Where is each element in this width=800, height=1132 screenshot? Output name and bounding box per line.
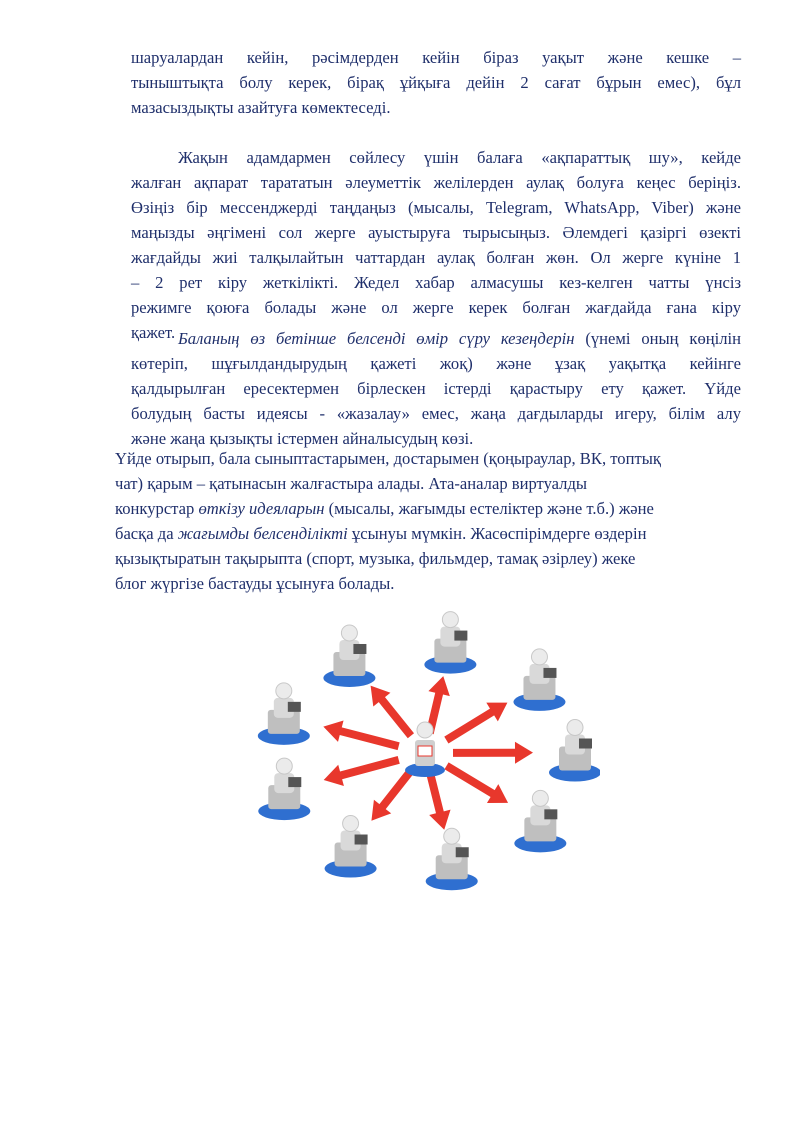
red-arrow-icon — [371, 686, 414, 739]
text-line: Өзіңіз бір мессенджерді таңдаңыз (мысалы, Telegram, WhatsApp, Viber) және — [131, 198, 741, 217]
network-of-people-at-laptops-illustration — [230, 598, 600, 898]
text-line: қажет. — [131, 323, 176, 342]
text-line: блог жүргізе бастауды ұсынуға болады. — [115, 574, 395, 593]
red-arrow-icon — [444, 762, 508, 803]
italic-phrase: өткізу идеяларын — [198, 499, 325, 518]
laptop-icon — [579, 739, 592, 749]
text-line: тыныштықта болу керек, бірақ ұйқыға дейін 2 сағат бұрын емес), бұл — [131, 73, 741, 92]
person-head — [442, 612, 458, 628]
laptop-icon — [454, 631, 467, 641]
text-line: маңызды әңгімені сол жерге ауыстыруға тырысыңыз. Әлемдегі қазіргі өзекті — [131, 223, 741, 242]
text-line: шаруалардан кейін, рәсімдерден кейін біраз уақыт және кешке – — [131, 48, 741, 67]
center-person-head — [417, 722, 433, 738]
paragraph-4 — [115, 446, 745, 596]
red-arrow-icon — [444, 703, 507, 744]
red-arrow-icon — [371, 768, 414, 821]
red-arrow-icon — [426, 772, 450, 830]
person-head — [444, 828, 460, 844]
text-line: көтеріп, шұғылдандырудың қажеті жоқ) және ұзақ уақытқа кейінге — [131, 354, 741, 373]
person-head — [276, 758, 292, 774]
text-line: басқа да жағымды белсенділікті ұсынуы мүмкін. Жасөспірімдерге өздерін — [115, 524, 647, 543]
red-arrow-icon — [453, 742, 533, 764]
text-line: жағдайды жиі талқылайтын чаттардан аулақ болған жөн. Ол жерге күніне 1 — [131, 248, 741, 267]
text-line: мазасыздықты азайтуға көмектеседі. — [131, 98, 391, 117]
laptop-icon — [355, 835, 368, 845]
text-line: Үйде отырып, бала сыныптастарымен, достарымен (қоңыраулар, ВК, топтық — [115, 449, 661, 468]
person-head — [343, 816, 359, 832]
text-line: конкурстар өткізу идеяларын (мысалы, жағымды естеліктер және т.б.) және — [115, 499, 654, 518]
laptop-icon — [543, 668, 556, 678]
text-line: – 2 рет кіру жеткілікті. Жедел хабар алмасушы кез-келген чатты үнсіз — [131, 273, 741, 292]
person-head — [276, 683, 292, 699]
laptop-icon — [288, 702, 301, 712]
paragraph-3 — [131, 326, 741, 451]
text-line: Баланың өз бетінше белсенді өмір сүру кезеңдерін (үнемі оның көңілін — [178, 329, 741, 348]
paragraph-2 — [131, 145, 741, 345]
network-illustration — [230, 598, 600, 898]
text-line: режимге қоюға болады және ол жерге керек болған жағдайда ғана кіру — [131, 298, 741, 317]
question-sign-icon — [418, 746, 432, 756]
text-line: қызықтыратын тақырыпта (спорт, музыка, фильмдер, тамақ әзірлеу) жеке — [115, 549, 636, 568]
laptop-icon — [456, 847, 469, 857]
italic-phrase: Баланың өз бетінше белсенді өмір сүру кезеңдерін — [178, 329, 575, 348]
red-arrow-icon — [324, 756, 400, 786]
laptop-icon — [288, 777, 301, 787]
text-line: чат) қарым – қатынасын жалғастыра алады. Ата-аналар виртуалды — [115, 474, 588, 493]
paragraph-1 — [131, 45, 741, 120]
italic-phrase: жағымды белсенділікті — [177, 524, 348, 543]
text-line: болудың басты идеясы - «жазалау» емес, жаңа дағдыларды игеру, білім алу — [131, 404, 741, 423]
person-head — [567, 720, 583, 736]
person-head — [532, 790, 548, 806]
text-line: және жаңа қызықты істермен айналысудың көзі. — [131, 429, 474, 448]
person-head — [341, 625, 357, 641]
red-arrow-icon — [323, 721, 399, 751]
text-line: қалдырылған ересектермен бірлескен істерді қарастыру ету қажет. Үйде — [131, 379, 741, 398]
laptop-icon — [544, 809, 557, 819]
person-head — [531, 649, 547, 665]
laptop-icon — [353, 644, 366, 654]
text-line: Жақын адамдармен сөйлесу үшін балаға «ақпараттық шу», кейде — [178, 148, 741, 167]
text-line: жалған ақпарат тарататын әлеуметтік желілерден аулақ болуға кеңес беріңіз. — [131, 173, 741, 192]
